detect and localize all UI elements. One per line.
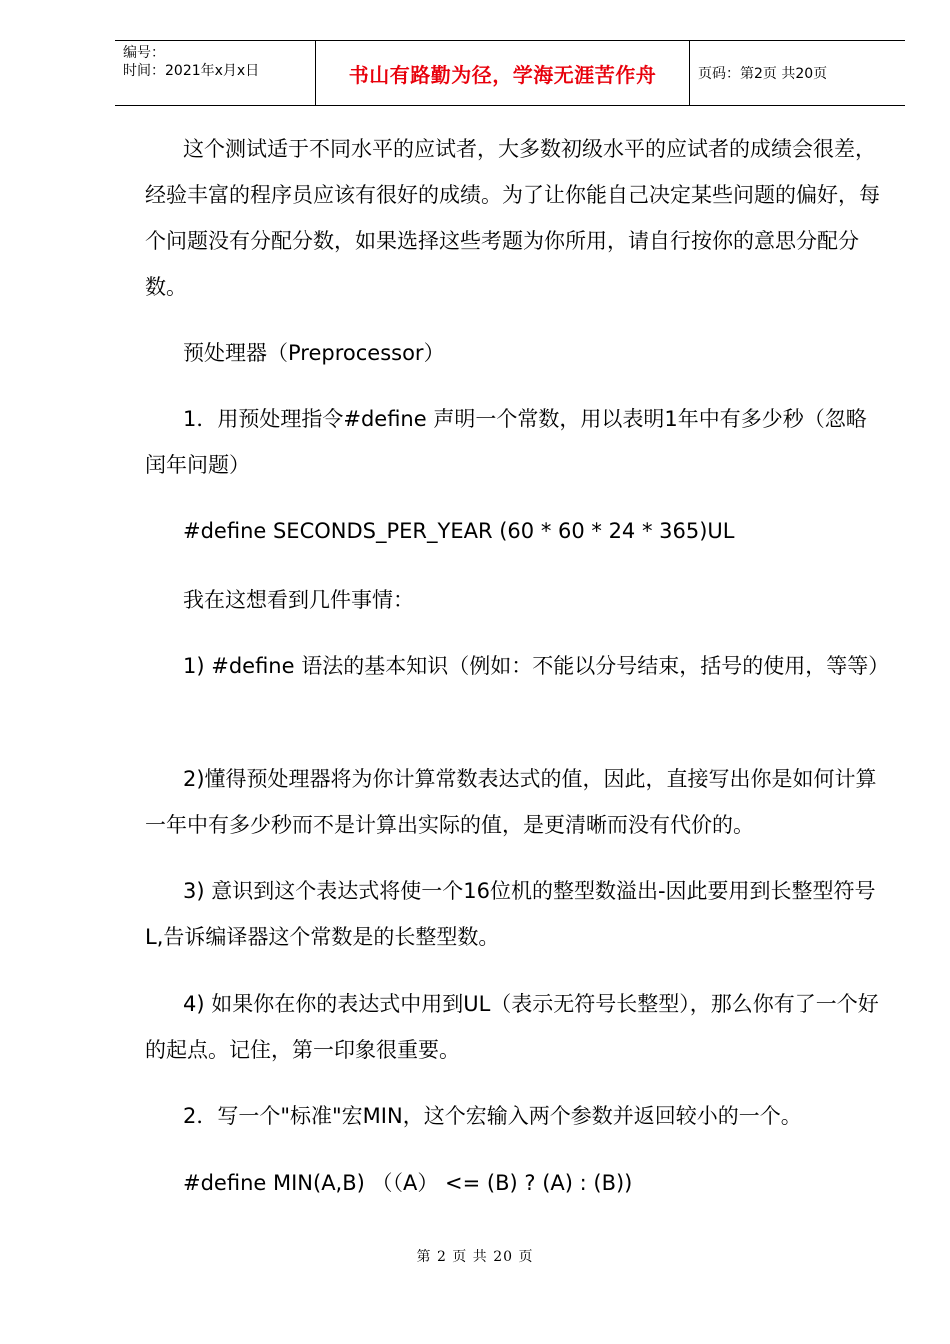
answer-intro: 我在这想看到几件事情： xyxy=(183,588,414,612)
answer-point-1: 1) #define 语法的基本知识（例如：不能以分号结束，括号的使用，等等） xyxy=(183,654,890,678)
motto-text: 书山有路勤为径，学海无涯苦作舟 xyxy=(348,62,657,87)
question-2: 2．写一个"标准"宏MIN，这个宏输入两个参数并返回较小的一个。 xyxy=(183,1104,802,1128)
intro-paragraph: 这个测试适于不同水平的应试者，大多数初级水平的应试者的成绩会很差，经验丰富的程序员应该有很好的成绩。为了让你能自己决定某些问题的偏好，每个问题没有分配分数，如果选择这些考题为你所用，请自行按你的意思分配分数。 xyxy=(145,137,880,299)
answer-point-3: 3) 意识到这个表达式将使一个16位机的整型数溢出-因此要用到长整型符号L,告诉编译器这个常数是的长整型数。 xyxy=(145,879,876,949)
page-footer: 第 2 页 共 20 页 xyxy=(416,1249,534,1265)
answer-point-4: 4) 如果你在你的表达式中用到UL（表示无符号长整型），那么你有了一个好的起点。记住，第一印象很重要。 xyxy=(145,992,879,1062)
page-header xyxy=(115,40,905,106)
serial-number-label: 编号： xyxy=(123,45,165,61)
question-1: 1．用预处理指令#define 声明一个常数，用以表明1年中有多少秒（忽略闰年问题） xyxy=(145,407,867,477)
code-seconds-per-year: #define SECONDS_PER_YEAR (60 * 60 * 24 * 365)UL xyxy=(183,519,735,543)
header-page-cell xyxy=(690,41,905,105)
header-motto-cell xyxy=(315,41,690,105)
answer-point-2: 2)懂得预处理器将为你计算常数表达式的值，因此，直接写出你是如何计算一年中有多少秒而不是计算出实际的值，是更清晰而没有代价的。 xyxy=(145,767,877,837)
section-heading-preprocessor: 预处理器（Preprocessor） xyxy=(183,341,445,365)
header-page-info: 页码：第2页 共20页 xyxy=(698,66,828,82)
time-label: 时间：2021年x月x日 xyxy=(123,63,260,79)
code-min-macro: #define MIN(A,B) （（A） <= (B) ? (A) : (B)) xyxy=(183,1171,633,1195)
header-meta-cell xyxy=(115,41,315,105)
